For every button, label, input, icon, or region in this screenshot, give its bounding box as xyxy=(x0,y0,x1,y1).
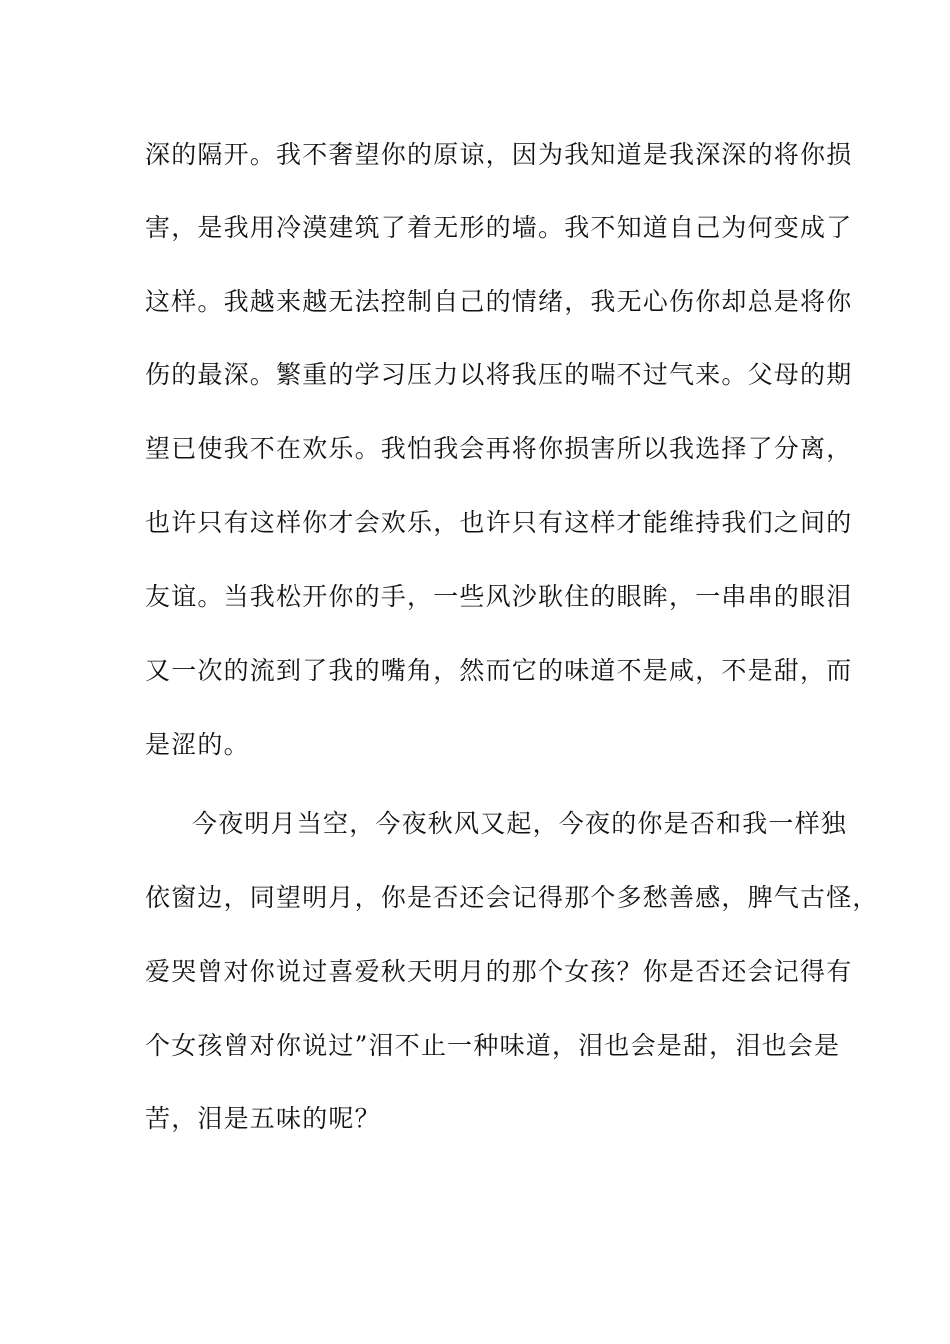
paragraph-1-line-2: 害，是我用冷漠建筑了着无形的墙。我不知道自己为何变成了 xyxy=(145,213,853,242)
paragraph-1-line-6: 也许只有这样你才会欢乐，也许只有这样才能维持我们之间的 xyxy=(145,508,853,537)
paragraph-1-line-3: 这样。我越来越无法控制自己的情绪，我无心伤你却总是将你 xyxy=(145,287,853,316)
paragraph-1-line-5: 望已使我不在欢乐。我怕我会再将你损害所以我选择了分离， xyxy=(145,434,853,463)
paragraph-2-line-2: 依窗边，同望明月，你是否还会记得那个多愁善感，脾气古怪， xyxy=(145,883,879,912)
paragraph-1-line-7: 友谊。当我松开你的手，一些风沙耿住的眼眸，一串串的眼泪 xyxy=(145,582,853,611)
paragraph-2-line-3: 爱哭曾对你说过喜爱秋天明月的那个女孩？你是否还会记得有 xyxy=(145,957,853,986)
paragraph-2-line-1: 今夜明月当空，今夜秋风又起，今夜的你是否和我一样独 xyxy=(192,809,848,838)
paragraph-1-line-4: 伤的最深。繁重的学习压力以将我压的喘不过气来。父母的期 xyxy=(145,360,853,389)
paragraph-2-line-5: 苦，泪是五味的呢？ xyxy=(145,1104,381,1133)
paragraph-1-line-8: 又一次的流到了我的嘴角，然而它的味道不是咸，不是甜，而 xyxy=(145,656,853,685)
paragraph-2-line-4: 个女孩曾对你说过”泪不止一种味道，泪也会是甜，泪也会是 xyxy=(145,1031,841,1060)
paragraph-1-line-1: 深的隔开。我不奢望你的原谅，因为我知道是我深深的将你损 xyxy=(145,140,853,169)
paragraph-1-line-9: 是涩的。 xyxy=(145,730,250,759)
